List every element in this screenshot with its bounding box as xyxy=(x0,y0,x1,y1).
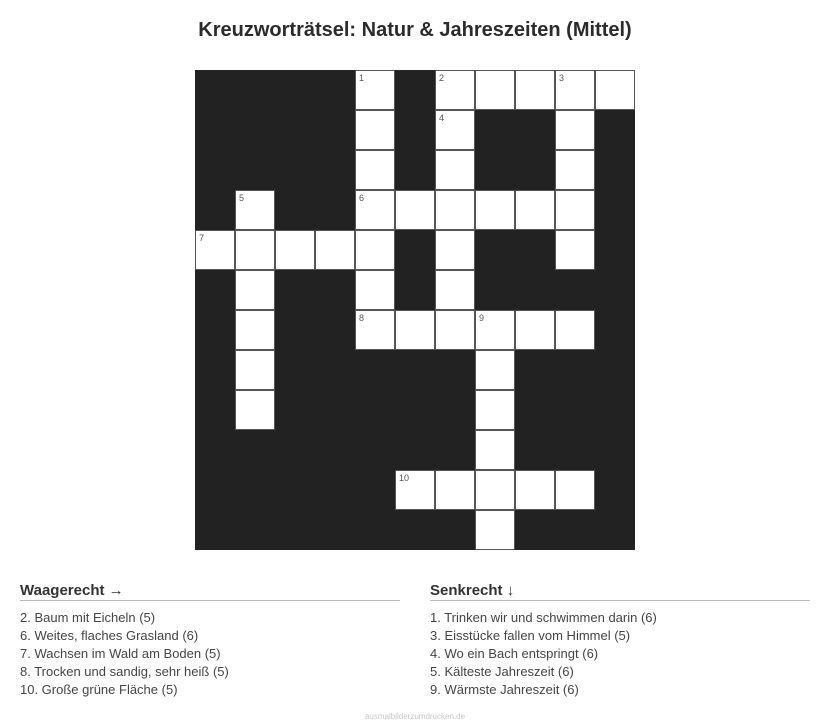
crossword-cell[interactable] xyxy=(355,70,395,110)
clue-number: 9 xyxy=(479,313,485,323)
crossword-cell[interactable] xyxy=(355,310,395,350)
crossword-cell[interactable] xyxy=(475,470,515,510)
clue-number: 4 xyxy=(439,113,445,123)
crossword-cell[interactable] xyxy=(395,190,435,230)
crossword-cell[interactable] xyxy=(195,230,235,270)
clue-number: 7 xyxy=(199,233,205,243)
down-clues-panel xyxy=(430,582,810,699)
crossword-cell[interactable] xyxy=(515,470,555,510)
crossword-grid xyxy=(195,70,635,550)
clue-number: 2 xyxy=(439,73,445,83)
crossword-cell[interactable] xyxy=(235,230,275,270)
crossword-cell[interactable] xyxy=(355,270,395,310)
crossword-cell[interactable] xyxy=(275,230,315,270)
crossword-cell[interactable] xyxy=(555,310,595,350)
crossword-cell[interactable] xyxy=(235,190,275,230)
clue-item: 9. Wärmste Jahreszeit (6) xyxy=(430,682,579,697)
crossword-cell[interactable] xyxy=(475,430,515,470)
crossword-cell[interactable] xyxy=(395,470,435,510)
page-title: Kreuzworträtsel: Natur & Jahreszeiten (Mittel) xyxy=(198,19,632,41)
crossword-cell[interactable] xyxy=(475,310,515,350)
crossword-cell[interactable] xyxy=(435,470,475,510)
clue-item: 3. Eisstücke fallen vom Himmel (5) xyxy=(430,628,631,643)
clue-number: 1 xyxy=(359,73,365,83)
crossword-cell[interactable] xyxy=(555,470,595,510)
footer-watermark: ausmalbilderzumdrucken.de xyxy=(364,712,466,721)
crossword-cell[interactable] xyxy=(355,150,395,190)
clue-number: 5 xyxy=(239,193,245,203)
crossword-cell[interactable] xyxy=(235,350,275,390)
crossword-cell[interactable] xyxy=(475,390,515,430)
crossword-cell[interactable] xyxy=(435,270,475,310)
clue-item: 2. Baum mit Eicheln (5) xyxy=(20,610,156,625)
crossword-cell[interactable] xyxy=(595,70,635,110)
crossword-cell[interactable] xyxy=(475,510,515,550)
clue-item: 8. Trocken und sandig, sehr heiß (5) xyxy=(20,664,229,679)
crossword-cell[interactable] xyxy=(475,190,515,230)
down-heading: Senkrecht ↓ xyxy=(430,582,810,601)
crossword-cell[interactable] xyxy=(395,310,435,350)
clue-item: 5. Kälteste Jahreszeit (6) xyxy=(430,664,574,679)
clue-number: 10 xyxy=(399,473,410,483)
clue-item: 10. Große grüne Fläche (5) xyxy=(20,682,178,697)
crossword-cell[interactable] xyxy=(435,150,475,190)
crossword-cell[interactable] xyxy=(515,190,555,230)
crossword-cell[interactable] xyxy=(435,70,475,110)
crossword-cell[interactable] xyxy=(435,230,475,270)
crossword-cell[interactable] xyxy=(355,110,395,150)
crossword-cell[interactable] xyxy=(555,110,595,150)
crossword-cell[interactable] xyxy=(475,70,515,110)
crossword-cell[interactable] xyxy=(555,230,595,270)
across-clue-list xyxy=(20,609,400,699)
crossword-cell[interactable] xyxy=(355,230,395,270)
crossword-cell[interactable] xyxy=(235,390,275,430)
crossword-cell[interactable] xyxy=(555,150,595,190)
across-clues-panel xyxy=(20,582,400,699)
clue-item: 1. Trinken wir und schwimmen darin (6) xyxy=(430,610,657,625)
crossword-cell[interactable] xyxy=(235,270,275,310)
clue-number: 8 xyxy=(359,313,365,323)
clue-item: 7. Wachsen im Wald am Boden (5) xyxy=(20,646,221,661)
clue-number: 3 xyxy=(559,73,565,83)
clue-item: 4. Wo ein Bach entspringt (6) xyxy=(430,646,599,661)
crossword-cell[interactable] xyxy=(515,310,555,350)
crossword-cell[interactable] xyxy=(435,110,475,150)
crossword-cell[interactable] xyxy=(475,350,515,390)
clue-number: 6 xyxy=(359,193,365,203)
crossword-cell[interactable] xyxy=(555,190,595,230)
crossword-cell[interactable] xyxy=(315,230,355,270)
crossword-cell[interactable] xyxy=(435,190,475,230)
across-heading: Waagerecht → xyxy=(20,582,400,601)
clue-item: 6. Weites, flaches Grasland (6) xyxy=(20,628,199,643)
crossword-cell[interactable] xyxy=(435,310,475,350)
crossword-cell[interactable] xyxy=(355,190,395,230)
crossword-cell[interactable] xyxy=(555,70,595,110)
down-clue-list xyxy=(430,609,810,699)
crossword-cell[interactable] xyxy=(235,310,275,350)
crossword-cell[interactable] xyxy=(515,70,555,110)
